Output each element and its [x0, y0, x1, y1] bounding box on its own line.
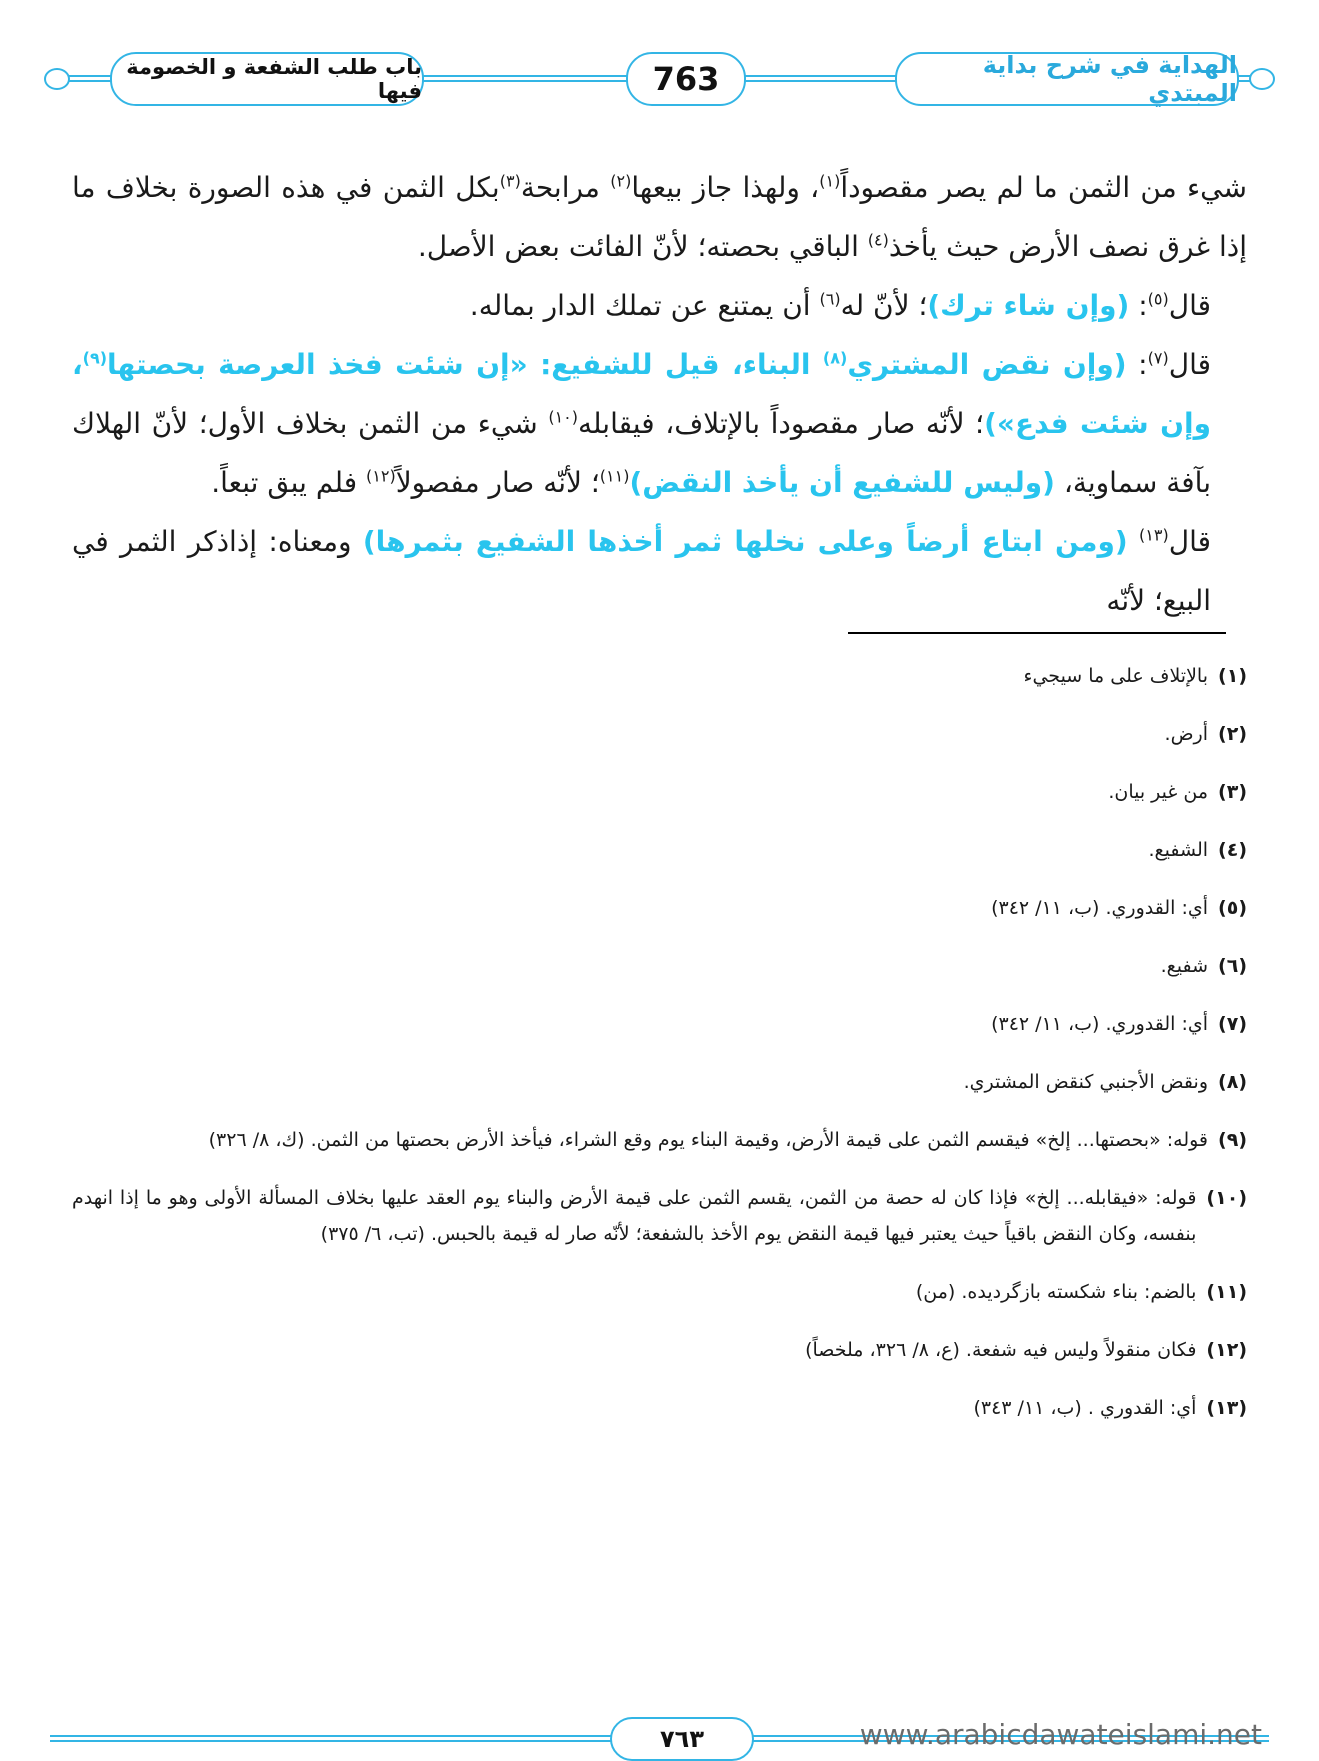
footnote-ref: (٢) — [610, 171, 632, 191]
footnote-ref: (١) — [819, 171, 841, 191]
text: شيء من الثمن ما لم يصر مقصوداً — [840, 171, 1247, 204]
footnote-text: الشفيع. — [1148, 839, 1209, 861]
text: الباقي بحصته؛ لأنّ الفائت بعض الأصل. — [417, 230, 868, 263]
footnote-ref: (١٠) — [548, 407, 579, 427]
footnote-number: (٨) — [1218, 1071, 1247, 1093]
footnote-ref: (٩) — [82, 348, 108, 368]
text: شيء من الثمن بخلاف الأول؛ لأنّ الهلاك بآفة سماوية، — [72, 407, 1211, 499]
matn-highlight: (وليس للشفيع أن يأخذ النقض) — [629, 466, 1055, 499]
footnote-separator — [848, 632, 1226, 634]
footnote-number: (١١) — [1206, 1281, 1247, 1303]
paragraph-1 — [72, 158, 1247, 276]
text: ؛ لأنّه صار مقصوداً بالإتلاف، فيقابله — [578, 407, 985, 440]
footnote-number: (١٣) — [1206, 1397, 1247, 1419]
footnote-number: (٤) — [1218, 839, 1247, 861]
footnote-number: (١٠) — [1206, 1187, 1247, 1209]
footnote — [72, 1274, 1247, 1310]
footnote — [72, 948, 1247, 984]
footnote — [72, 1332, 1247, 1368]
footer-page-number: ٧٦٣ — [610, 1717, 754, 1761]
footnote-number: (٣) — [1218, 781, 1247, 803]
footnote-number: (٧) — [1218, 1013, 1247, 1035]
text: فلم يبق تبعاً. — [211, 466, 367, 499]
footnote-ref: (٥) — [1147, 289, 1169, 309]
footnote-number: (٦) — [1218, 955, 1247, 977]
footnote-number: (٢) — [1218, 723, 1247, 745]
text: : — [1126, 348, 1148, 381]
footnote — [72, 832, 1247, 868]
footnote-text: قوله: «بحصتها... إلخ» فيقسم الثمن على قيمة الأرض، وقيمة البناء يوم وقع الشراء، فيأخذ الأرض بحصتها من الثمن. (ك، ٨/ ٣٢٦) — [208, 1129, 1209, 1151]
footnote-ref: (٤) — [867, 230, 889, 250]
ornament-right — [1249, 68, 1275, 90]
footnote-text: قوله: «فيقابله... إلخ» فإذا كان له حصة من الثمن، يقسم الثمن على قيمة الأرض والبناء يوم العقد عليها بخلاف المسألة الأولى وهو ما إذا انهدم بنفسه، وكان النقض باقياً حيث يعتبر فيها قيمة النقض يوم الأخذ بالشفعة؛ لأنّه صار له قيمة بالحبس. (تب، ٦/ ٣٧٥) — [72, 1187, 1197, 1245]
main-text — [72, 158, 1247, 630]
text: ومعناه: إذاذكر الثمر في البيع؛ لأنّه — [72, 525, 1211, 617]
text: قال — [1168, 525, 1211, 558]
website-watermark: www.arabicdawateislami.net — [859, 1718, 1262, 1751]
footnote-text: أي: القدوري . (ب، ١١/ ٣٤٣) — [973, 1397, 1197, 1419]
footnote-text: فكان منقولاً وليس فيه شفعة. (ع، ٨/ ٣٢٦، ملخصاً) — [805, 1339, 1197, 1361]
chapter-title: باب طلب الشفعة و الخصومة فيها — [110, 52, 424, 106]
footnote-ref: (١٣) — [1139, 525, 1169, 545]
text: بكل الثمن في هذه الصورة بخلاف ما إذا غرق نصف الأرض حيث يأخذ — [72, 171, 1247, 263]
paragraph-3 — [72, 335, 1247, 512]
text: ؛ لأنّ له — [840, 289, 928, 322]
footnote-ref: (١٢) — [366, 466, 396, 486]
footnote-number: (٩) — [1218, 1129, 1247, 1151]
text: ؛ لأنّه صار مفصولاً — [395, 466, 600, 499]
paragraph-2 — [72, 276, 1247, 335]
text: : — [1129, 289, 1148, 322]
matn-highlight: (وإن نقض المشتري — [847, 348, 1127, 381]
book-title: الهداية في شرح بداية المبتدي — [895, 52, 1239, 106]
footnote — [72, 1064, 1247, 1100]
footnotes — [72, 658, 1247, 1448]
footnote — [72, 774, 1247, 810]
page-header — [50, 48, 1269, 108]
matn-highlight: (ومن ابتاع أرضاً وعلى نخلها ثمر أخذها الشفيع بثمرها) — [362, 525, 1128, 558]
text — [1128, 525, 1139, 558]
matn-highlight: (وإن شاء ترك) — [927, 289, 1130, 322]
footnote — [72, 1122, 1247, 1158]
footnote-text: بالضم: بناء شكسته بازگرديده. (من) — [915, 1281, 1197, 1303]
footnote — [72, 1006, 1247, 1042]
text: مرابحة — [520, 171, 611, 204]
footnote-ref: (٦) — [819, 289, 841, 309]
footnote-number: (١) — [1218, 665, 1247, 687]
footnote-ref: (٨) — [822, 348, 848, 368]
footnote — [72, 658, 1247, 694]
footnote-text: بالإتلاف على ما سيجيء — [1023, 665, 1209, 687]
text: أن يمتنع عن تملك الدار بماله. — [469, 289, 820, 322]
footnote-ref: (٣) — [499, 171, 521, 191]
matn-highlight: البناء، قيل للشفيع: «إن شئت فخذ العرصة بحصتها — [107, 348, 823, 381]
footnote-ref: (١١) — [599, 466, 630, 486]
text: قال — [1168, 348, 1211, 381]
matn-highlight: ، وإن شئت فدع») — [72, 348, 1211, 440]
ornament-left — [44, 68, 70, 90]
footnote-ref: (٧) — [1147, 348, 1169, 368]
footnote — [72, 1180, 1247, 1252]
footnote-text: أي: القدوري. (ب، ١١/ ٣٤٢) — [991, 897, 1209, 919]
footnote-number: (١٢) — [1206, 1339, 1247, 1361]
footnote — [72, 890, 1247, 926]
footnote-text: أرض. — [1164, 723, 1209, 745]
footnote — [72, 716, 1247, 752]
text: ، ولهذا جاز بيعها — [631, 171, 820, 204]
paragraph-4 — [72, 512, 1247, 630]
footnote-text: شفيع. — [1160, 955, 1209, 977]
footnote-number: (٥) — [1218, 897, 1247, 919]
footnote-text: من غير بيان. — [1108, 781, 1209, 803]
footnote-text: أي: القدوري. (ب، ١١/ ٣٤٢) — [991, 1013, 1209, 1035]
footnote-text: ونقض الأجنبي كنقض المشتري. — [963, 1071, 1209, 1093]
page-number: 763 — [626, 52, 746, 106]
text: قال — [1168, 289, 1211, 322]
footnote — [72, 1390, 1247, 1426]
